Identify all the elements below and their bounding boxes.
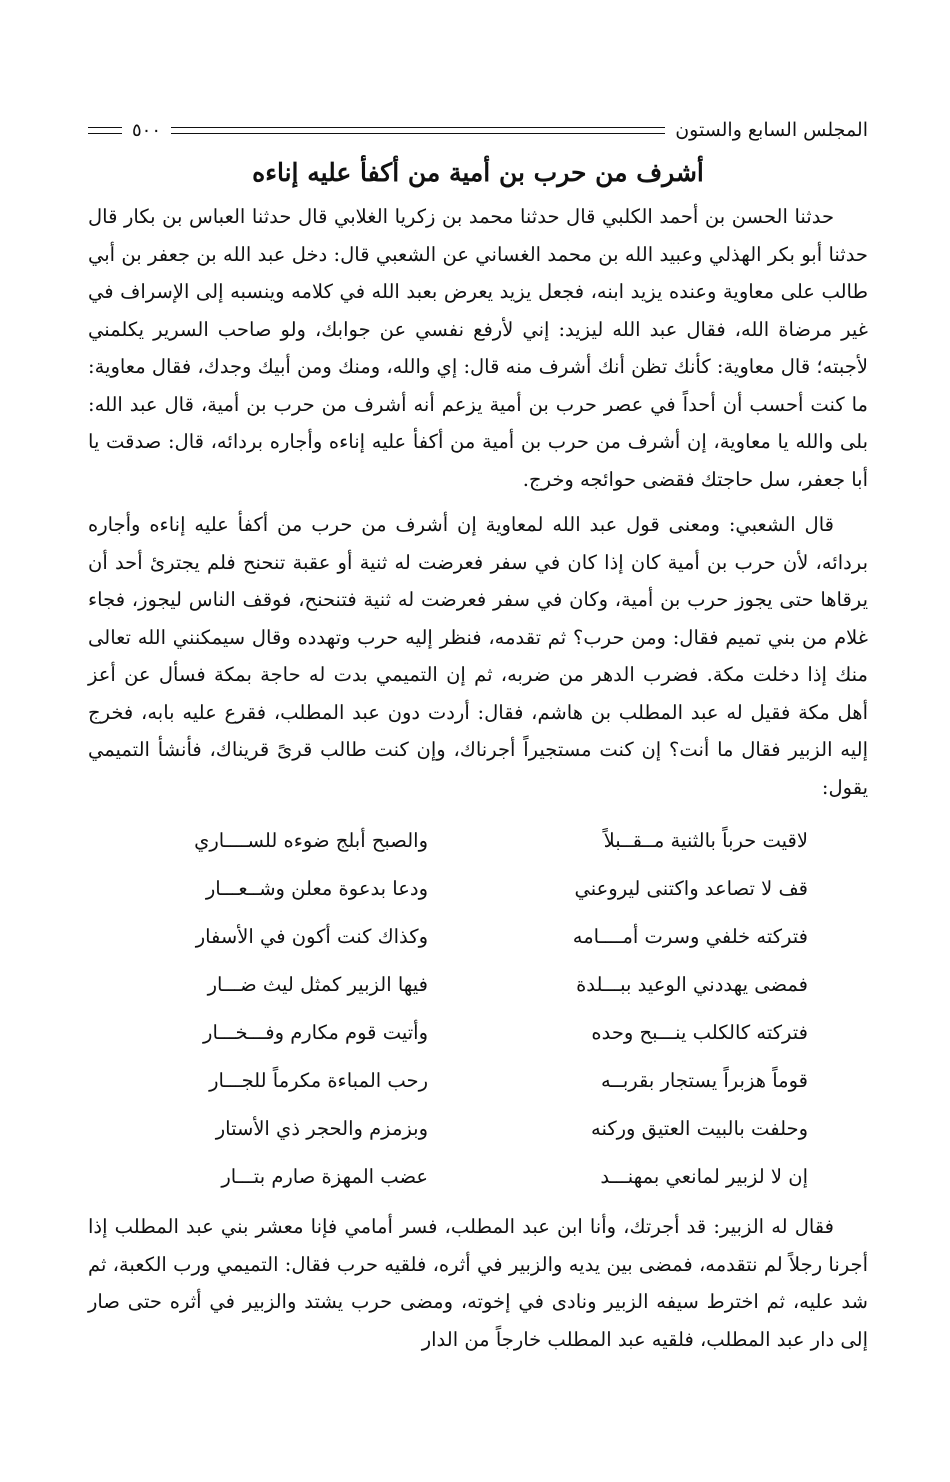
- running-header: [88, 112, 868, 148]
- verse-first-hemistich: لاقيت حرباً بالثنية مــقــبلاً: [603, 828, 808, 852]
- verse-first-hemistich: قف لا تصاعد واكتنى ليروعني: [574, 876, 808, 900]
- header-rule-short: [88, 127, 122, 134]
- poem-verse: [88, 1008, 868, 1056]
- verse-second-hemistich: وبزمزم والحجر ذي الأستار: [215, 1116, 428, 1140]
- header-rule: [171, 127, 665, 134]
- verse-first-hemistich: إن لا لزبير لمانعي بمهنـــد: [600, 1164, 808, 1188]
- poem-verse: [88, 1152, 868, 1200]
- page-number: ٥٠٠: [132, 119, 162, 141]
- section-title: المجلس السابع والستون: [675, 119, 868, 141]
- book-page: [88, 112, 868, 1358]
- verse-first-hemistich: وحلفت بالبيت العتيق وركنه: [590, 1116, 808, 1140]
- poem-verse: [88, 864, 868, 912]
- chapter-heading: أشرف من حرب بن أمية من أكفأ عليه إناءه: [252, 158, 704, 187]
- paragraph: حدثنا الحسن بن أحمد الكلبي قال حدثنا محمد بن زكريا الغلابي قال حدثنا العباس بن بكار قال حدثنا أبو بكر الهذلي وعبيد الله بن محمد الغساني عن الشعبي قال: دخل عبد الله بن جعفر بن أبي طالب على معاوية وعنده يزيد ابنه، فجعل يزيد يعرض بعبد الله في كلامه وينسبه إلى الإسراف في غير مرضاة الله، فقال عبد الله ليزيد: إني لأرفع نفسي عن جوابك، ولو صاحب السرير يكلمني لأجبته؛ قال معاوية: كأنك تظن أنك أشرف منه قال: إي والله، ومنك ومن أبيك وجدك، فقال معاوية: ما كنت أحسب أن أحداً في عصر حرب بن أمية يزعم أنه أشرف من حرب بن أمية، قال عبد الله: بلى والله يا معاوية، إن أشرف من حرب بن أمية من أكفأ عليه إناءه وأجاره بردائه، قال: صدقت يا أبا جعفر، سل حاجتك فقضى حوائجه وخرج.: [88, 205, 868, 491]
- verse-first-hemistich: فتركته خلفي وسرت أمــــامه: [572, 924, 808, 948]
- verse-second-hemistich: وأتيت قوم مكارم وفـــخـــار: [203, 1020, 428, 1044]
- paragraph: فقال له الزبير: قد أجرتك، وأنا ابن عبد المطلب، فسر أمامي فإنا معشر بني عبد المطلب إذا أجرنا رجلاً لم نتقدمه، فمضى بين يديه والزبير في أثره، فلقيه حرب فقال: التميمي ورب الكعبة، ثم شد عليه، ثم اخترط سيفه الزبير ونادى في إخوته، ومضى حرب يشتد والزبير في أثره حتى صار إلى دار عبد المطلب، فلقيه عبد المطلب خارجاً من الدار: [88, 1215, 868, 1351]
- verse-second-hemistich: فيها الزبير كمثل ليث ضـــار: [207, 972, 428, 996]
- poem-verse: [88, 1056, 868, 1104]
- poem-verse: [88, 912, 868, 960]
- verse-first-hemistich: فتركته كالكلب ينـــبح وحده: [591, 1020, 808, 1044]
- verse-second-hemistich: رحب المباءة مكرماً للجـــار: [209, 1068, 428, 1092]
- verse-second-hemistich: ودعا بدعوة معلن وشــعـــار: [205, 876, 428, 900]
- poem: [88, 816, 868, 1200]
- verse-first-hemistich: قوماً هزبراً يستجار بقربــه: [600, 1068, 808, 1092]
- paragraph: قال الشعبي: ومعنى قول عبد الله لمعاوية إن أشرف من حرب من أكفأ عليه إناءه وأجاره بردائه، لأن حرب بن أمية كان إذا كان في سفر فعرضت له ثنية أو عقبة تنحنح فلم يجترئ أحد أن يرقاها حتى يجوز حرب بن أمية، وكان في سفر فعرضت له ثنية فتنحنح، فوقف الناس ليجوز، فجاء غلام من بني تميم فقال: ومن حرب؟ ثم تقدمه، فنظر إليه حرب وتهدده وقال سيمكنني الله تعالى منك إذا دخلت مكة. فضرب الدهر من ضربه، ثم إن التميمي بدت له حاجة بمكة فسأل عن أعز أهل مكة فقيل له عبد المطلب بن هاشم، فقال: أردت دون عبد المطلب، فقرع عليه بابه، فخرج إليه الزبير فقال ما أنت؟ إن كنت مستجيراً أجرناك، وإن كنت طالب قرىً قريناك، فأنشأ التميمي يقول:: [88, 513, 868, 799]
- poem-verse: [88, 816, 868, 864]
- verse-second-hemistich: عضب المهزة صارم بتـــار: [221, 1164, 428, 1188]
- poem-verse: [88, 1104, 868, 1152]
- verse-second-hemistich: والصبح أبلج ضوءه للســــاري: [194, 828, 428, 852]
- poem-verse: [88, 960, 868, 1008]
- verse-second-hemistich: وكذاك كنت أكون في الأسفار: [195, 924, 428, 948]
- verse-first-hemistich: فمضى يهددني الوعيد ببـــلدة: [576, 972, 808, 996]
